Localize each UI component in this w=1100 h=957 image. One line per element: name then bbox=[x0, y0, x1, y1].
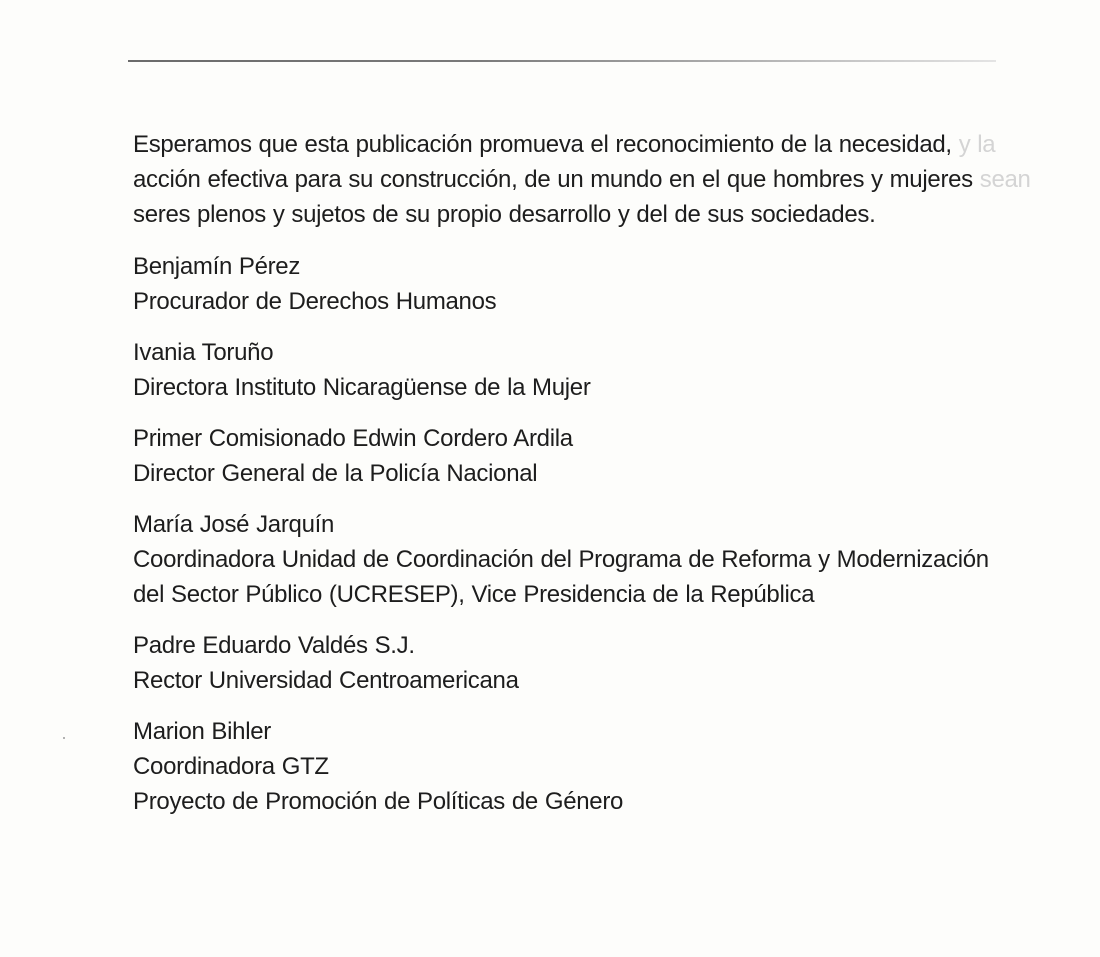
top-rule bbox=[128, 60, 996, 62]
cut-off-text: y la bbox=[958, 131, 996, 158]
signatory-title: Director General de la Policía Nacional bbox=[133, 460, 538, 487]
signatory-title: Rector Universidad Centroamericana bbox=[133, 667, 519, 694]
signatory-name: Marion Bihler bbox=[133, 718, 271, 745]
signatory-title: Proyecto de Promoción de Políticas de Género bbox=[133, 788, 624, 815]
scan-speck bbox=[63, 737, 65, 739]
signatory-name: Benjamín Pérez bbox=[133, 253, 301, 280]
signatory-block bbox=[133, 249, 1083, 319]
signatory-title: Coordinadora Unidad de Coordinación del Programa de Reforma y Modernización bbox=[133, 546, 989, 573]
cut-off-text: sean bbox=[979, 166, 1031, 193]
intro-line: seres plenos y sujetos de su propio desarrollo y del de sus sociedades. bbox=[133, 201, 876, 228]
signatory-name: Ivania Toruño bbox=[133, 339, 274, 366]
signatory-name: Padre Eduardo Valdés S.J. bbox=[133, 632, 415, 659]
signatory-block bbox=[133, 421, 1083, 491]
page-content bbox=[133, 127, 1083, 835]
intro-paragraph bbox=[133, 127, 1083, 232]
signatory-title: Coordinadora GTZ bbox=[133, 753, 329, 780]
signatory-block bbox=[133, 335, 1083, 405]
intro-line: acción efectiva para su construcción, de un mundo en el que hombres y mujeres sean bbox=[133, 166, 1031, 193]
intro-line: Esperamos que esta publicación promueva el reconocimiento de la necesidad, y la bbox=[133, 131, 996, 158]
signatory-title: del Sector Público (UCRESEP), Vice Presidencia de la República bbox=[133, 581, 815, 608]
signatory-block bbox=[133, 507, 1083, 612]
signatory-title: Directora Instituto Nicaragüense de la Mujer bbox=[133, 374, 591, 401]
signatory-title: Procurador de Derechos Humanos bbox=[133, 288, 497, 315]
signatory-name: María José Jarquín bbox=[133, 511, 335, 538]
signatory-block bbox=[133, 628, 1083, 698]
signatory-name: Primer Comisionado Edwin Cordero Ardila bbox=[133, 425, 573, 452]
signatory-block bbox=[133, 714, 1083, 819]
